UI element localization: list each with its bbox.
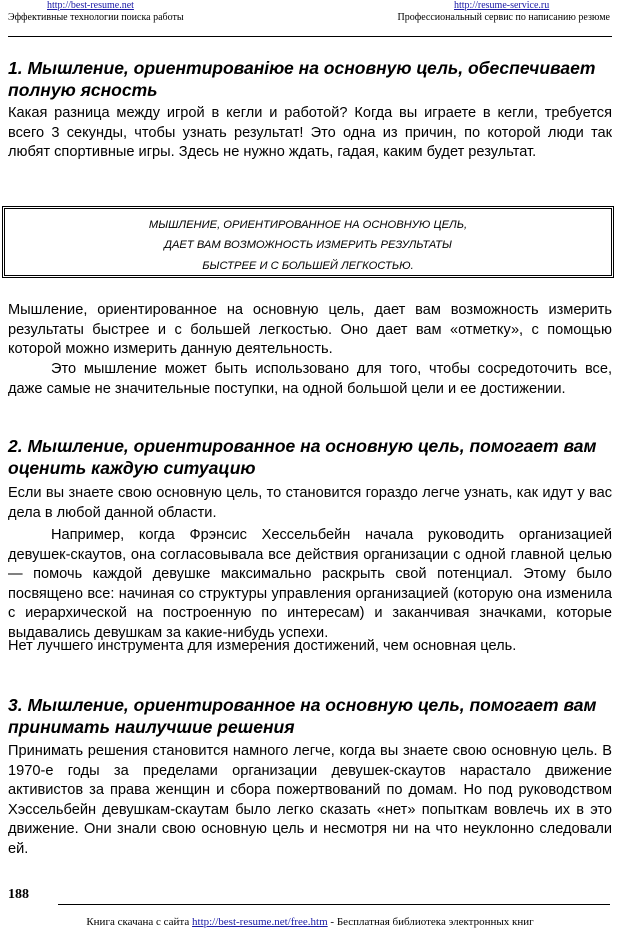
- footer-text-after: - Бесплатная библиотека электронных книг: [327, 916, 534, 928]
- callout-line-3: БЫСТРЕЕ И С БОЛЬШЕЙ ЛЕГКОСТЬЮ.: [202, 260, 414, 272]
- callout-box: [2, 206, 614, 278]
- section-3-heading-line-2: принимать наилучшие решения: [8, 717, 295, 737]
- section-1-heading-line-2: полную ясность: [8, 80, 158, 100]
- section-2-heading: [8, 435, 612, 479]
- section-1-paragraph-3: Это мышление может быть использовано для того, чтобы сосредоточить все, даже самые не значительные поступки, на одной большой цели и ее достижении.: [8, 361, 612, 397]
- callout-line-2: ДАЕТ ВАМ ВОЗМОЖНОСТЬ ИЗМЕРИТЬ РЕЗУЛЬТАТЫ: [164, 239, 452, 251]
- section-1-paragraph-2: Мышление, ориентированное на основную цель, дает вам возможность измерить результаты быстрее и с большей легкостью. Оно дает вам «отметку», с помощью которой можно измерить данную деятельность.: [8, 302, 612, 357]
- header-right-link[interactable]: http://resume-service.ru: [454, 0, 550, 11]
- header-left-text: Эффективные технологии поиска работы: [8, 12, 184, 23]
- footer-text: [0, 916, 620, 928]
- section-2-heading-line-2: оценить каждую ситуацию: [8, 458, 256, 478]
- header-right-text: Профессиональный сервис по написанию резюме: [397, 12, 610, 23]
- section-2-paragraph-2: Например, когда Фрэнсис Хессельбейн начала руководить организацией девушек-скаутов, она согласовывала все действия организации с одной главной целью — помочь каждой девушке максимально раскрыть свой потенциал. Этому было посвящено все: начиная со структуры управления организацией (которую она изменила с иерархической на построенную по интересам) и заканчивая значками, которые выдавались девушкам за какие-нибудь успехи.: [8, 527, 612, 641]
- section-1-heading: [8, 57, 612, 101]
- section-1-paragraph-1: Какая разница между игрой в кегли и работой? Когда вы играете в кегли, требуется всего 3 секунды, чтобы узнать результат! Это одна из причин, по которой люди так любят спортивные игры. Здесь не нужно ждать, гадая, каким будет результат.: [8, 105, 612, 160]
- footer-text-before: Книга скачана с сайта: [86, 916, 193, 928]
- footer-link[interactable]: http://best-resume.net/free.htm: [192, 916, 328, 928]
- section-3-heading: [8, 694, 612, 738]
- section-3-paragraph-1: Принимать решения становится намного легче, когда вы знаете свою основную цель. В 1970-е годы за пределами организации девушек-скаутов нарастало движение активистов за права женщин и сбора пожертвований по домам. Но под руководством Хэссельбейн девушкам-скаутам было легко сказать «нет» попыткам вовлечь их в это движение. Они знали свою основную цель и несмотря ни на что неуклонно следовали ей.: [8, 743, 612, 857]
- header-left-link[interactable]: http://best-resume.net: [47, 0, 134, 11]
- section-2-paragraph-3: Нет лучшего инструмента для измерения достижений, чем основная цель.: [8, 638, 517, 654]
- footer-divider: [58, 904, 610, 905]
- page-number: 188: [8, 887, 29, 902]
- section-2-heading-line-1: 2. Мышление, ориентированное на основную цель, помогает вам: [8, 436, 597, 456]
- header-divider: [8, 36, 612, 37]
- callout-line-1: МЫШЛЕНИЕ, ОРИЕНТИРОВАННОЕ НА ОСНОВНУЮ ЦЕЛЬ,: [148, 219, 468, 231]
- section-2-paragraph-1: Если вы знаете свою основную цель, то становится гораздо легче узнать, как идут у вас дела в любой данной области.: [8, 485, 612, 521]
- section-3-heading-line-1: 3. Мышление, ориентированное на основную цель, помогает вам: [8, 695, 597, 715]
- section-1-heading-line-1: 1. Мышление, ориентированiюе на основную цель, обеспечивает: [8, 58, 596, 78]
